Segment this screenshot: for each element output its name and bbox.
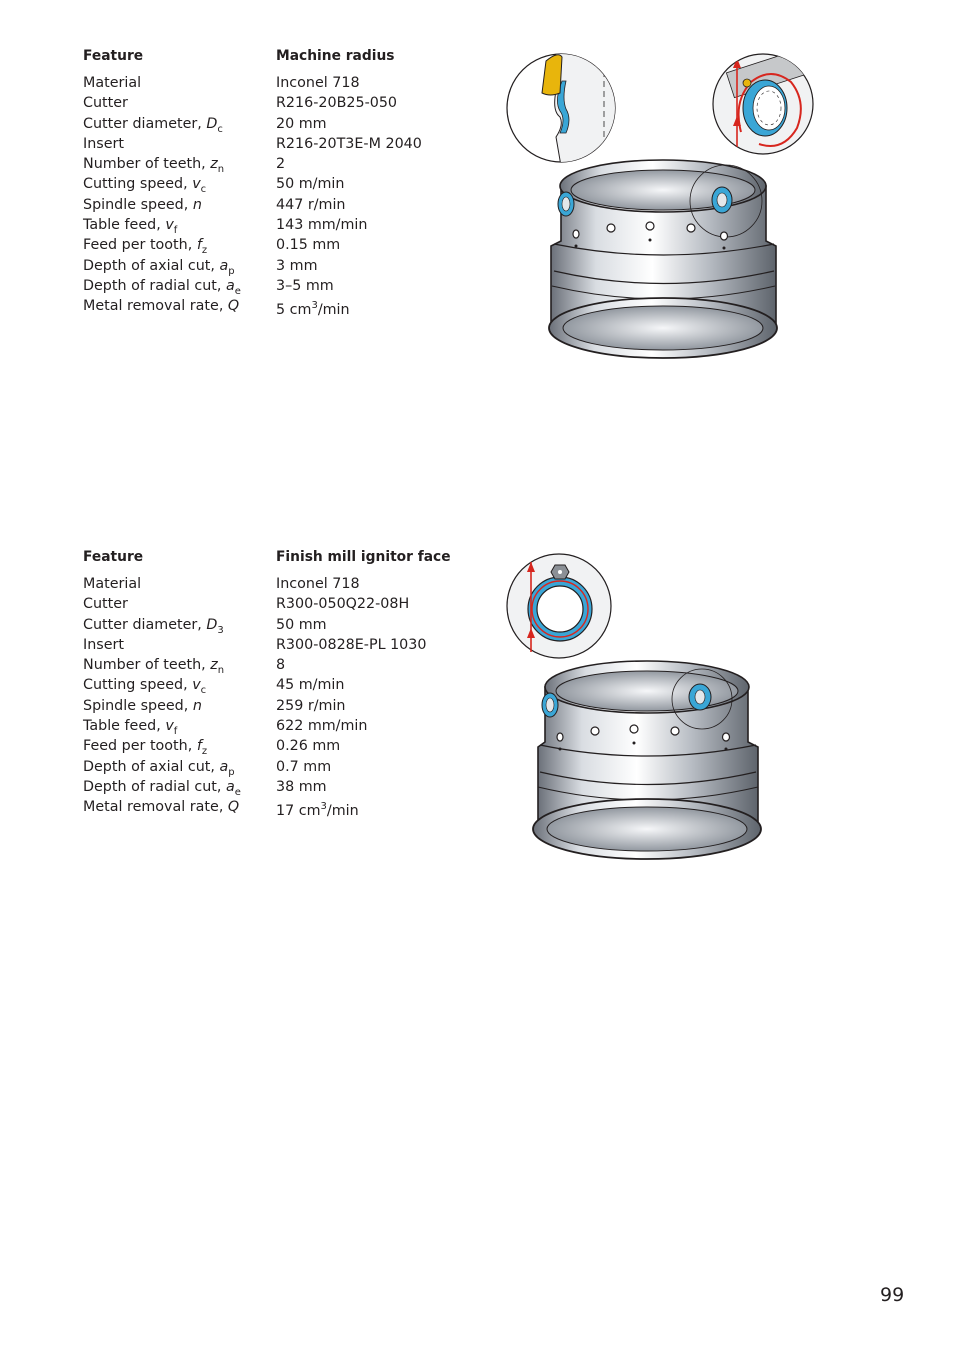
parameter-value: 50 mm bbox=[276, 616, 327, 633]
toolpath-detail-icon bbox=[711, 52, 815, 156]
table-row bbox=[83, 235, 453, 255]
parameter-label: Metal removal rate, Q bbox=[83, 298, 240, 315]
parameter-value: 0.7 mm bbox=[276, 758, 332, 775]
unit-superscript: 3 bbox=[311, 300, 318, 312]
unit-superscript: 3 bbox=[320, 801, 327, 813]
parameter-symbol: v bbox=[165, 718, 174, 735]
parameter-value: R300-050Q22-08H bbox=[276, 596, 410, 613]
table-row bbox=[83, 256, 453, 276]
table-header bbox=[83, 46, 453, 73]
parameter-label: Cutter bbox=[83, 95, 128, 112]
parameter-symbol: z bbox=[210, 657, 218, 674]
table-row bbox=[83, 174, 453, 194]
header-operation: Finish mill ignitor face bbox=[276, 549, 451, 565]
face-mill-detail-icon bbox=[505, 552, 613, 660]
section-machine-radius bbox=[83, 46, 953, 376]
parameter-label: Depth of axial cut, $a_p$ bbox=[83, 758, 235, 778]
parameter-symbol: f bbox=[196, 738, 202, 755]
parameter-table bbox=[83, 46, 453, 317]
parameter-subscript: e bbox=[234, 285, 241, 297]
combustor-casing-illustration-icon bbox=[530, 657, 765, 862]
parameter-value: 259 r/min bbox=[276, 697, 346, 714]
parameter-value: 3–5 mm bbox=[276, 277, 334, 294]
table-row bbox=[83, 215, 453, 235]
parameter-subscript: n bbox=[217, 665, 225, 677]
parameter-subscript: e bbox=[234, 786, 241, 798]
parameter-label: Cutter diameter, $D_3$ bbox=[83, 616, 224, 636]
parameter-label: Feed per tooth, $f_z$ bbox=[83, 237, 208, 257]
parameter-value: 143 mm/min bbox=[276, 217, 368, 234]
parameter-symbol: n bbox=[192, 697, 202, 714]
parameter-value: 2 bbox=[276, 156, 286, 173]
table-row bbox=[83, 154, 453, 174]
parameter-label: Table feed, $v_f$ bbox=[83, 718, 178, 738]
table-row bbox=[83, 574, 453, 594]
parameter-subscript: n bbox=[217, 164, 225, 176]
parameter-value: R216-20B25-050 bbox=[276, 95, 398, 112]
parameter-label: Table feed, $v_f$ bbox=[83, 217, 178, 237]
combustor-casing-illustration-icon bbox=[546, 156, 781, 361]
parameter-label: Depth of axial cut, $a_p$ bbox=[83, 257, 235, 277]
header-feature: Feature bbox=[83, 48, 144, 64]
parameter-table bbox=[83, 547, 453, 818]
parameter-subscript: c bbox=[200, 685, 207, 697]
table-row bbox=[83, 716, 453, 736]
table-row bbox=[83, 615, 453, 635]
parameter-symbol: a bbox=[226, 277, 235, 294]
parameter-subscript: p bbox=[228, 265, 235, 277]
parameter-subscript: z bbox=[201, 245, 208, 257]
parameter-label: Insert bbox=[83, 636, 125, 653]
parameter-subscript: z bbox=[201, 746, 208, 758]
parameter-value: 3 mm bbox=[276, 257, 318, 274]
parameter-subscript: c bbox=[217, 123, 223, 135]
parameter-label: Cutting speed, $v_c$ bbox=[83, 176, 207, 196]
parameter-symbol: a bbox=[226, 778, 235, 795]
header-feature: Feature bbox=[83, 549, 144, 565]
parameter-label: Feed per tooth, $f_z$ bbox=[83, 738, 208, 758]
parameter-subscript: p bbox=[228, 766, 235, 778]
parameter-label: Depth of radial cut, $a_e$ bbox=[83, 277, 241, 297]
parameter-symbol: v bbox=[192, 677, 201, 694]
parameter-symbol: z bbox=[210, 156, 218, 173]
parameter-subscript: f bbox=[173, 225, 178, 237]
table-row bbox=[83, 797, 453, 820]
table-row bbox=[83, 675, 453, 695]
table-row bbox=[83, 114, 453, 134]
parameter-value: 447 r/min bbox=[276, 196, 346, 213]
header-operation: Machine radius bbox=[276, 48, 395, 64]
parameter-symbol: Q bbox=[227, 799, 240, 816]
parameter-value: 45 m/min bbox=[276, 677, 345, 694]
parameter-symbol: v bbox=[192, 176, 201, 193]
parameter-symbol: n bbox=[192, 196, 202, 213]
page-number: 99 bbox=[880, 1284, 905, 1306]
parameter-value: 50 m/min bbox=[276, 176, 345, 193]
table-row bbox=[83, 777, 453, 797]
parameter-value: 8 bbox=[276, 657, 286, 674]
table-row bbox=[83, 635, 453, 655]
parameter-symbol: D bbox=[206, 115, 218, 132]
parameter-value: 5 $cm^3/\min$ bbox=[276, 300, 350, 319]
parameter-value: Inconel 718 bbox=[276, 75, 360, 91]
table-row bbox=[83, 195, 453, 215]
parameter-subscript: f bbox=[173, 726, 178, 738]
parameter-symbol: f bbox=[196, 237, 202, 254]
table-row bbox=[83, 594, 453, 614]
table-row bbox=[83, 736, 453, 756]
parameter-label: Cutting speed, $v_c$ bbox=[83, 677, 207, 697]
parameter-symbol: a bbox=[219, 257, 229, 274]
table-row bbox=[83, 757, 453, 777]
parameter-value: 38 mm bbox=[276, 778, 327, 795]
insert-profile-detail-icon bbox=[504, 51, 619, 166]
parameter-label: Metal removal rate, Q bbox=[83, 799, 240, 816]
parameter-subscript: 3 bbox=[217, 624, 224, 636]
parameter-label: Number of teeth, $z_n$ bbox=[83, 156, 225, 176]
parameter-label: Spindle speed, n bbox=[83, 196, 202, 213]
parameter-label: Cutter diameter, $D_c$ bbox=[83, 115, 223, 135]
table-row bbox=[83, 93, 453, 113]
parameter-value: 20 mm bbox=[276, 115, 327, 132]
table-header bbox=[83, 547, 453, 574]
parameter-symbol: v bbox=[165, 217, 174, 234]
parameter-label: Depth of radial cut, $a_e$ bbox=[83, 778, 241, 798]
parameter-symbol: D bbox=[206, 616, 218, 633]
table-row bbox=[83, 134, 453, 154]
parameter-value: Inconel 718 bbox=[276, 576, 360, 592]
parameter-symbol: a bbox=[219, 758, 229, 775]
parameter-value: 0.26 mm bbox=[276, 738, 341, 755]
parameter-value: 622 mm/min bbox=[276, 718, 368, 735]
parameter-label: Material bbox=[83, 75, 142, 91]
unit-suffix: /min bbox=[317, 302, 350, 319]
parameter-label: Spindle speed, n bbox=[83, 697, 202, 714]
parameter-subscript: c bbox=[200, 184, 207, 196]
parameter-value: 17 $cm^3/\min$ bbox=[276, 801, 359, 820]
table-row bbox=[83, 655, 453, 675]
table-row bbox=[83, 696, 453, 716]
section-finish-mill-ignitor-face bbox=[83, 547, 953, 877]
parameter-label: Material bbox=[83, 576, 142, 592]
parameter-label: Cutter bbox=[83, 596, 128, 613]
unit-suffix: /min bbox=[326, 803, 359, 820]
table-row bbox=[83, 73, 453, 93]
parameter-symbol: Q bbox=[227, 298, 240, 315]
parameter-value: 0.15 mm bbox=[276, 237, 341, 254]
parameter-label: Number of teeth, $z_n$ bbox=[83, 657, 225, 677]
table-row bbox=[83, 276, 453, 296]
parameter-value: R300-0828E-PL 1030 bbox=[276, 636, 427, 653]
parameter-value: R216-20T3E-M 2040 bbox=[276, 135, 422, 152]
parameter-label: Insert bbox=[83, 135, 125, 152]
table-row bbox=[83, 296, 453, 319]
